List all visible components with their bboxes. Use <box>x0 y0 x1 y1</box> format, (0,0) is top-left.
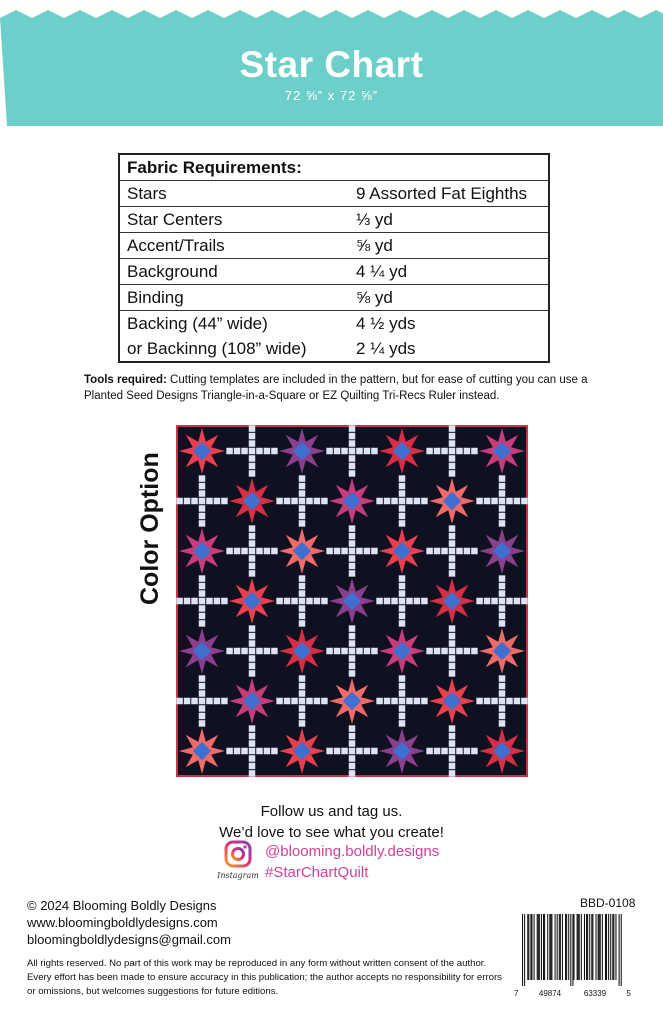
barcode-bar <box>538 914 539 980</box>
barcode-bar <box>589 914 590 980</box>
barcode-bar <box>531 914 532 980</box>
quilt-star-block <box>429 578 475 624</box>
quilt-star-block <box>479 528 525 574</box>
quilt-star-block <box>479 428 525 474</box>
barcode-bar <box>596 914 597 980</box>
color-option-label: Color Option <box>136 452 164 605</box>
quilt-star-block <box>329 478 375 524</box>
barcode-bar <box>612 914 613 980</box>
barcode-digits: 63339 <box>583 989 607 998</box>
barcode-bar <box>608 914 609 980</box>
barcode-bar <box>621 914 622 986</box>
barcode-bar <box>587 914 588 980</box>
tools-required-note <box>84 372 594 404</box>
barcode-bar <box>543 914 544 980</box>
fabric-amount: ⅝ yd <box>356 235 393 255</box>
instagram-handle-link[interactable]: @blooming.boldly.designs <box>265 843 440 860</box>
quilt-star-block <box>329 578 375 624</box>
fabric-item: Accent/Trails <box>127 235 225 255</box>
barcode-bar <box>591 914 592 980</box>
table-row <box>119 207 549 233</box>
fabric-item: Backing (44” wide) <box>127 313 268 333</box>
barcode-bar <box>522 914 523 986</box>
table-header-row <box>119 154 549 181</box>
pattern-title: Star Chart <box>239 44 424 85</box>
quilt-star-block <box>379 728 425 774</box>
barcode-bar <box>599 914 600 980</box>
barcode-bar <box>547 914 548 980</box>
hashtag-link[interactable]: #StarChartQuilt <box>265 864 369 881</box>
barcode-bar <box>573 914 574 980</box>
barcode-bar <box>613 914 614 980</box>
barcode-bar <box>579 914 580 980</box>
barcode-bar <box>615 914 616 980</box>
table-row <box>119 181 549 207</box>
quilt-star-block <box>279 728 325 774</box>
follow-message <box>0 801 663 843</box>
follow-line-2: We’d love to see what you create! <box>219 824 444 841</box>
quilt-star-block <box>379 528 425 574</box>
barcode-bar <box>605 914 606 980</box>
barcode-bar <box>550 914 551 980</box>
barcode-bar <box>586 914 587 980</box>
barcode-bar <box>557 914 558 980</box>
quilt-star-block <box>229 578 275 624</box>
fabric-item: or Backinng (108” wide) <box>127 338 307 358</box>
quilt-star-block <box>479 628 525 674</box>
barcode-bar <box>549 914 550 980</box>
tools-text: Cutting templates are included in the pattern, but for ease of cutting you can use a Planted Seed Designs Triangle-in-a-Square or EZ Quilting Tri-Recs Ruler instead. <box>84 374 588 402</box>
barcode-bar <box>592 914 593 980</box>
barcode-bar <box>619 914 620 986</box>
fabric-item: Star Centers <box>127 209 223 229</box>
barcode-bar <box>598 914 599 980</box>
table-row <box>119 311 549 337</box>
quilt-image <box>177 426 527 776</box>
finished-size: 72 ⅝” x 72 ⅝” <box>284 88 379 103</box>
fabric-item: Binding <box>127 287 184 307</box>
company-info <box>27 897 231 948</box>
barcode-bar <box>541 914 542 980</box>
quilt-star-block <box>229 478 275 524</box>
instagram-icon <box>217 840 259 884</box>
fabric-item: Background <box>127 261 218 281</box>
barcode-bar <box>527 914 528 980</box>
fabric-item: Stars <box>127 183 167 203</box>
quilt-star-block <box>279 428 325 474</box>
table-row <box>119 285 549 311</box>
barcode-bar <box>539 914 540 980</box>
copyright: © 2024 Blooming Boldly Designs <box>27 898 217 913</box>
fabric-amount: 2 ¼ yds <box>356 338 416 358</box>
barcode-bar <box>534 914 535 980</box>
barcode-digits: 7 <box>514 989 519 998</box>
quilt-star-block <box>179 628 225 674</box>
quilt-star-block <box>379 628 425 674</box>
barcode-bar <box>530 914 531 980</box>
tools-label: Tools required: <box>84 374 167 386</box>
fabric-amount: 4 ¼ yd <box>356 261 408 281</box>
table-row <box>119 259 549 285</box>
barcode-bar <box>600 914 601 980</box>
quilt-star-block <box>479 728 525 774</box>
barcode-bar <box>565 914 566 980</box>
barcode-digits: 49874 <box>538 989 562 998</box>
barcode-bar <box>602 914 603 980</box>
barcode-bar <box>559 914 560 980</box>
quilt-star-block <box>279 528 325 574</box>
barcode-bar <box>610 914 611 980</box>
quilt-star-block <box>229 678 275 724</box>
quilt-star-block <box>279 628 325 674</box>
barcode-bar <box>581 914 582 980</box>
barcode-bar <box>584 914 585 980</box>
barcode-bar <box>524 914 525 986</box>
barcode-bar <box>555 914 556 980</box>
table-row <box>119 336 549 362</box>
barcode-bar <box>566 914 567 980</box>
barcode-bar <box>570 914 571 986</box>
fabric-amount: ⅓ yd <box>356 209 393 229</box>
upc-barcode <box>510 912 635 1002</box>
barcode-bar <box>528 914 529 980</box>
fabric-amount: 4 ½ yds <box>356 313 416 333</box>
barcode-bar <box>572 914 573 986</box>
product-sku: BBD-0108 <box>580 896 636 910</box>
fabric-amount: ⅝ yd <box>356 287 393 307</box>
barcode-bar <box>537 914 538 980</box>
fabric-amount: 9 Assorted Fat Eighths <box>356 183 528 203</box>
quilt-star-block <box>429 478 475 524</box>
barcode-bar <box>560 914 561 980</box>
table-heading: Fabric Requirements: <box>127 157 302 177</box>
barcode-digits: 5 <box>626 989 631 998</box>
barcode-bar <box>551 914 552 980</box>
barcode-bar <box>568 914 569 980</box>
quilt-star-block <box>379 428 425 474</box>
instagram-wordmark: Instagram <box>217 871 259 880</box>
quilt-star-block <box>179 728 225 774</box>
quilt-star-block <box>179 528 225 574</box>
barcode-bar <box>544 914 545 980</box>
follow-line-1: Follow us and tag us. <box>260 803 403 820</box>
social-handles <box>265 841 439 883</box>
table-row <box>119 233 549 259</box>
email-link[interactable]: bloomingboldlydesigns@gmail.com <box>27 932 231 947</box>
fabric-requirements-table <box>118 153 550 363</box>
barcode-bar <box>606 914 607 980</box>
barcode-bar <box>577 914 578 980</box>
quilt-star-block <box>179 428 225 474</box>
barcode-bar <box>578 914 579 980</box>
barcode-bar <box>562 914 563 980</box>
quilt-star-block <box>329 678 375 724</box>
legal-notice: All rights reserved. No part of this work may be reproduced in any form without written consent of the author. Every effort has been made to ensure accuracy in this publication; the author accepts no responsibility for errors or omissions, but welcomes suggestions for future editions. <box>27 958 502 997</box>
quilt-star-block <box>429 678 475 724</box>
website-link[interactable]: www.bloomingboldlydesigns.com <box>27 915 218 930</box>
